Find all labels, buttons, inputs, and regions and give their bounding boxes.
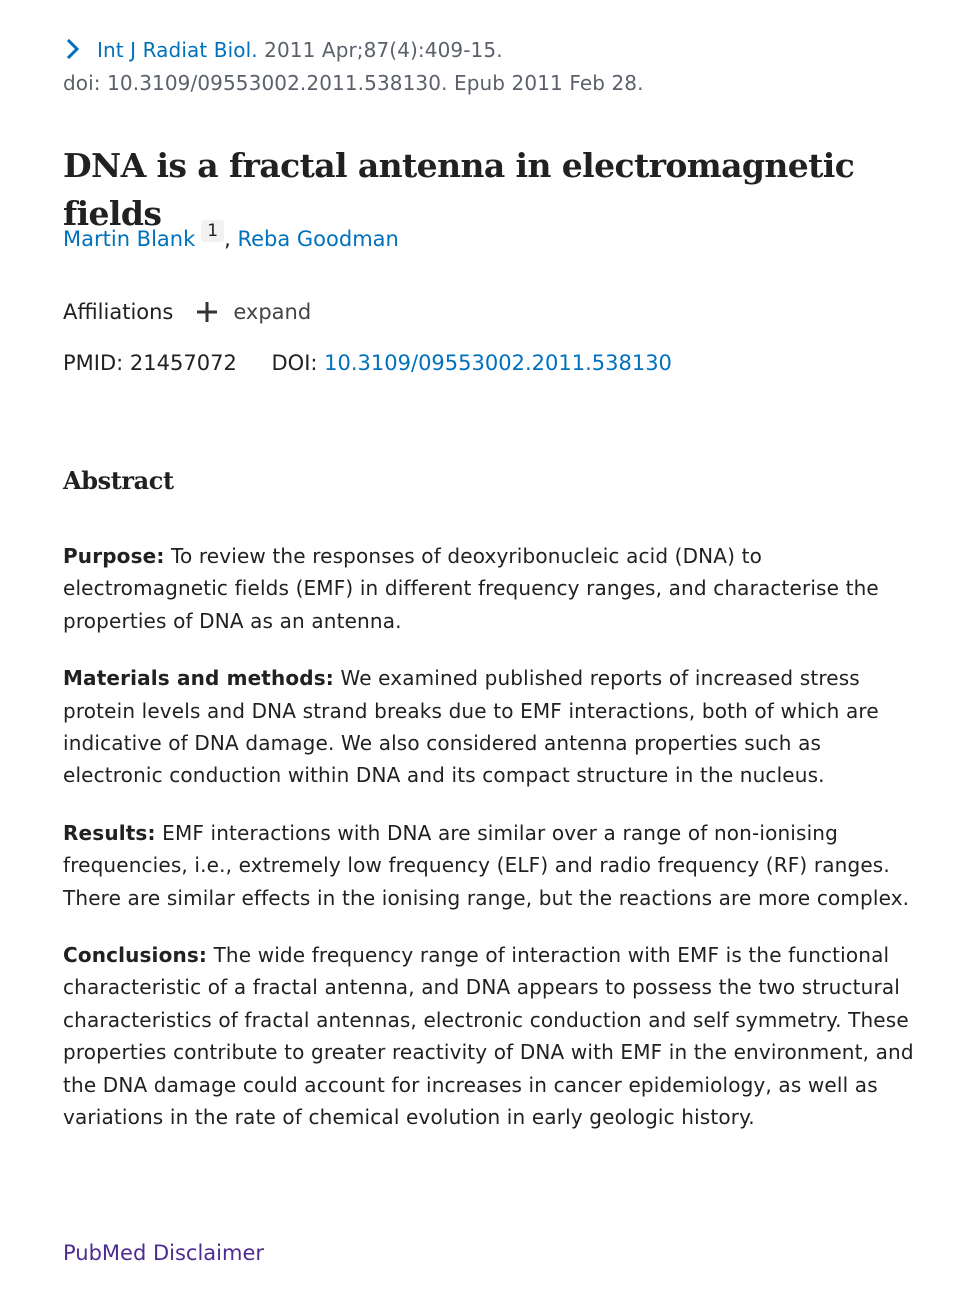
author-list: [63, 220, 399, 255]
pubmed-disclaimer-link[interactable]: PubMed Disclaimer: [63, 1241, 265, 1265]
affiliation-ref[interactable]: 1: [201, 220, 224, 242]
section-text: To review the responses of deoxyribonucleic acid (DNA) to electromagnetic fields (EMF) in different frequency ranges, and characterise the properties of DNA as an antenna.: [63, 544, 879, 633]
citation-doi: doi: 10.3109/09553002.2011.538130. Epub 2011 Feb 28.: [63, 71, 644, 95]
section-label: Results:: [63, 820, 156, 845]
section-label: Materials and methods:: [63, 666, 334, 691]
affiliations-toggle[interactable]: [63, 296, 311, 328]
journal-link[interactable]: Int J Radiat Biol.: [97, 38, 258, 62]
journal-line: [63, 38, 503, 62]
section-label: Conclusions:: [63, 943, 208, 968]
abstract-methods: [63, 662, 923, 792]
plus-icon: [195, 300, 219, 324]
author-separator: ,: [224, 227, 231, 251]
citation: [63, 34, 923, 100]
abstract-body: [63, 540, 923, 1159]
affiliations-label: Affiliations: [63, 300, 174, 324]
section-text: We examined published reports of increased stress protein levels and DNA strand breaks due to EMF interactions, both of which are indicative of DNA damage. We also considered antenna properties such as electronic conduction within DNA and its compact structure in the nucleus.: [63, 666, 879, 788]
section-label: Purpose:: [63, 544, 165, 568]
identifiers: [63, 347, 672, 379]
citation-details: 2011 Apr;87(4):409-15.: [264, 38, 503, 62]
expand-label: expand: [233, 300, 312, 324]
pmid-value: 21457072: [129, 351, 237, 375]
abstract-heading: Abstract: [63, 466, 174, 495]
abstract-purpose: [63, 540, 923, 637]
section-text: The wide frequency range of interaction with EMF is the functional characteristic of a fractal antenna, and DNA appears to possess the two structural characteristics of fractal antennas, electronic conduction and self symmetry. These properties contribute to greater reactivity of DNA with EMF in the environment, and the DNA damage could account for increases in cancer epidemiology, as well as variations in the rate of chemical evolution in early geologic history.: [63, 943, 914, 1130]
author-link-reba-goodman[interactable]: Reba Goodman: [237, 227, 399, 251]
doi-link[interactable]: 10.3109/09553002.2011.538130: [324, 351, 672, 375]
abstract-results: [63, 817, 923, 914]
page-title: DNA is a fractal antenna in electromagnetic fields: [63, 146, 855, 233]
pmid-label: PMID:: [63, 351, 124, 375]
disclaimer: [63, 1237, 264, 1269]
author-link-martin-blank[interactable]: Martin Blank: [63, 227, 196, 251]
doi-label: DOI:: [271, 351, 318, 375]
chevron-right-icon[interactable]: [63, 39, 83, 59]
abstract-conclusions: [63, 939, 923, 1133]
section-text: EMF interactions with DNA are similar over a range of non-ionising frequencies, i.e., extremely low frequency (ELF) and radio frequency (RF) ranges. There are similar effects in the ionising range, but the reactions are more complex.: [63, 820, 910, 910]
